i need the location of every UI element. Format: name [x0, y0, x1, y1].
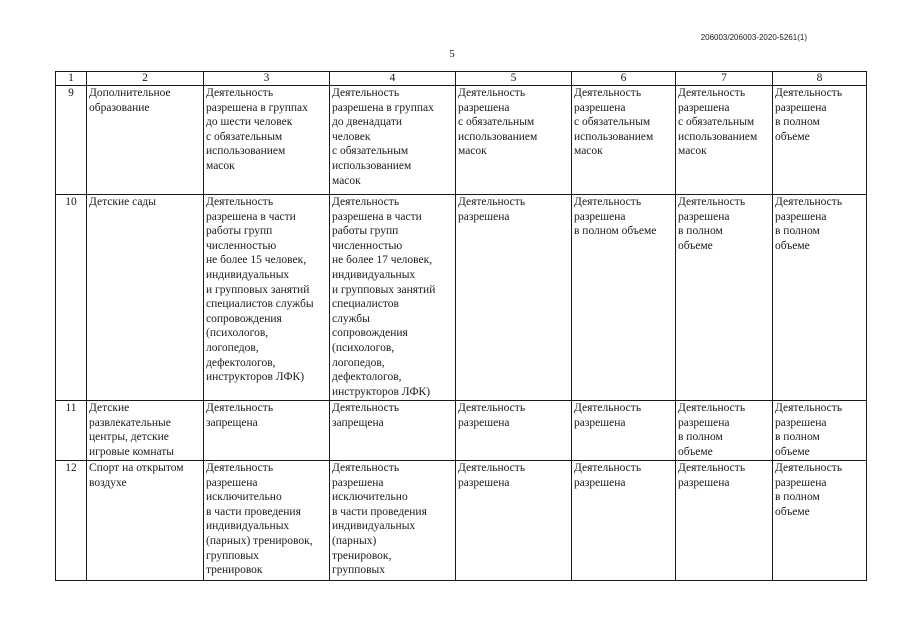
cell-text-line: Деятельность — [678, 402, 746, 414]
cell-text-line: использованием — [206, 145, 286, 158]
cell-text-line: Спорт на открытом — [89, 462, 184, 474]
cell-text-line: (психологов, — [332, 341, 395, 354]
cell-text-line: Деятельность — [206, 462, 274, 474]
cell-text-line: разрешена — [458, 101, 510, 114]
cell-text-line: разрешена — [458, 476, 510, 489]
cell-text-line: Деятельность — [574, 87, 642, 99]
cell-text-line: масок — [678, 145, 707, 158]
table-cell — [572, 86, 676, 195]
cell-text-line: масок — [458, 145, 487, 158]
document-id: 206003/206003-2020-5261(1) — [700, 33, 807, 42]
cell-text-line: в полном — [678, 431, 723, 444]
cell-text-line: Деятельность — [458, 462, 526, 474]
cell-text-line: объеме — [775, 505, 810, 518]
cell-text-line: дефектологов, — [206, 356, 276, 369]
cell-text-line: разрешена в части — [332, 210, 422, 223]
cell-text-line: инструкторов ЛФК) — [206, 371, 305, 384]
cell-text-line: запрещена — [332, 416, 384, 429]
cell-text-line: Деятельность — [574, 196, 642, 208]
cell-text-line: разрешена в группах — [332, 101, 434, 114]
cell-text-line: не более 15 человек, — [206, 254, 307, 267]
table-cell — [204, 401, 330, 461]
cell-text-line: объеме — [775, 130, 810, 143]
cell-text-line: исключительно — [206, 491, 282, 504]
column-header: 1 — [56, 72, 87, 86]
cell-text-line: Дополнительное — [89, 87, 171, 99]
column-header: 5 — [456, 72, 572, 86]
cell-text-line: с обязательным — [458, 116, 535, 129]
cell-text-line: разрешена — [332, 476, 384, 489]
table-cell — [204, 195, 330, 401]
column-header: 8 — [773, 72, 867, 86]
cell-text-line: масок — [574, 145, 603, 158]
cell-text-line: дефектологов, — [332, 371, 402, 384]
row-number: 10 — [56, 195, 87, 401]
table-cell — [87, 401, 204, 461]
cell-text-line: Деятельность — [332, 196, 400, 208]
cell-text-line: образование — [89, 101, 150, 114]
cell-text-line: центры, детские — [89, 431, 169, 444]
table-row — [56, 86, 867, 195]
cell-text-line: индивидуальных — [206, 268, 290, 281]
cell-text-line: объеме — [678, 239, 713, 252]
table-cell — [330, 86, 456, 195]
table-cell — [572, 461, 676, 581]
cell-text-line: Деятельность — [458, 196, 526, 208]
cell-text-line: масок — [332, 174, 361, 187]
cell-text-line: Деятельность — [775, 402, 843, 414]
cell-text-line: Детские — [89, 402, 130, 414]
cell-text-line: разрешена — [574, 210, 626, 223]
table-cell — [330, 461, 456, 581]
table-cell — [456, 401, 572, 461]
table-cell — [773, 461, 867, 581]
column-header: 4 — [330, 72, 456, 86]
table-cell — [87, 195, 204, 401]
cell-text-line: использованием — [458, 130, 538, 143]
cell-text-line: в части проведения — [332, 505, 427, 518]
cell-text-line: и групповых занятий — [332, 283, 436, 296]
cell-text-line: в полном — [775, 116, 820, 129]
cell-text-line: численностью — [206, 239, 277, 252]
cell-text-line: и групповых занятий — [206, 283, 310, 296]
cell-text-line: с обязательным — [678, 116, 755, 129]
cell-text-line: с обязательным — [574, 116, 651, 129]
cell-text-line: Деятельность — [206, 196, 274, 208]
table-row — [56, 195, 867, 401]
table-row — [56, 461, 867, 581]
table-cell — [204, 461, 330, 581]
cell-text-line: разрешена — [775, 476, 827, 489]
cell-text-line: человек — [332, 130, 371, 143]
cell-text-line: (парных) — [332, 534, 377, 547]
cell-text-line: разрешена в части — [206, 210, 296, 223]
cell-text-line: в полном объеме — [574, 225, 657, 238]
cell-text-line: с обязательным — [332, 145, 409, 158]
cell-text-line: Деятельность — [574, 402, 642, 414]
cell-text-line: службы — [332, 312, 370, 325]
cell-text-line: тренировок — [206, 564, 263, 577]
cell-text-line: Деятельность — [458, 87, 526, 99]
cell-text-line: Деятельность — [678, 462, 746, 474]
table-cell — [87, 86, 204, 195]
cell-text-line: разрешена — [678, 210, 730, 223]
column-header: 6 — [572, 72, 676, 86]
cell-text-line: специалистов службы — [206, 298, 314, 311]
cell-text-line: групповых — [206, 549, 260, 562]
cell-text-line: Деятельность — [206, 402, 274, 414]
cell-text-line: воздухе — [89, 476, 127, 489]
cell-text-line: Деятельность — [775, 87, 843, 99]
cell-text-line: Деятельность — [332, 462, 400, 474]
cell-text-line: Деятельность — [332, 87, 400, 99]
cell-text-line: с обязательным — [206, 130, 283, 143]
cell-text-line: (парных) тренировок, — [206, 534, 313, 547]
table-cell — [572, 195, 676, 401]
cell-text-line: исключительно — [332, 491, 408, 504]
page-number: 5 — [449, 48, 455, 60]
cell-text-line: разрешена — [775, 416, 827, 429]
table-cell — [773, 401, 867, 461]
cell-text-line: использованием — [332, 159, 412, 172]
cell-text-line: до шести человек — [206, 116, 293, 129]
cell-text-line: в полном — [775, 431, 820, 444]
cell-text-line: в части проведения — [206, 505, 301, 518]
cell-text-line: Деятельность — [775, 196, 843, 208]
table-cell — [676, 195, 773, 401]
cell-text-line: логопедов, — [206, 341, 259, 354]
column-header: 3 — [204, 72, 330, 86]
table-cell — [330, 401, 456, 461]
table-cell — [676, 401, 773, 461]
table-cell — [456, 195, 572, 401]
cell-text-line: в полном — [678, 225, 723, 238]
cell-text-line: разрешена — [574, 416, 626, 429]
cell-text-line: инструкторов ЛФК) — [332, 385, 431, 398]
cell-text-line: масок — [206, 159, 235, 172]
cell-text-line: Деятельность — [574, 462, 642, 474]
table-cell — [456, 461, 572, 581]
table-cell — [204, 86, 330, 195]
cell-text-line: объеме — [678, 445, 713, 458]
table-row — [56, 401, 867, 461]
table-cell — [572, 401, 676, 461]
cell-text-line: численностью — [332, 239, 403, 252]
cell-text-line: разрешена — [775, 101, 827, 114]
cell-text-line: не более 17 человек, — [332, 254, 433, 267]
cell-text-line: индивидуальных — [332, 268, 416, 281]
cell-text-line: разрешена — [678, 476, 730, 489]
column-header: 7 — [676, 72, 773, 86]
cell-text-line: Деятельность — [458, 402, 526, 414]
cell-text-line: использованием — [678, 130, 758, 143]
table-cell — [773, 195, 867, 401]
cell-text-line: разрешена в группах — [206, 101, 308, 114]
cell-text-line: игровые комнаты — [89, 445, 175, 458]
cell-text-line: индивидуальных — [206, 520, 290, 533]
cell-text-line: развлекательные — [89, 416, 171, 429]
cell-text-line: работы групп — [206, 225, 273, 238]
cell-text-line: в полном — [775, 491, 820, 504]
cell-text-line: Деятельность — [332, 402, 400, 414]
row-number: 9 — [56, 86, 87, 195]
cell-text-line: Деятельность — [678, 87, 746, 99]
cell-text-line: сопровождения — [206, 312, 282, 325]
cell-text-line: запрещена — [206, 416, 258, 429]
cell-text-line: разрешена — [678, 416, 730, 429]
row-number: 11 — [56, 401, 87, 461]
column-header: 2 — [87, 72, 204, 86]
cell-text-line: разрешена — [458, 416, 510, 429]
table-cell — [676, 86, 773, 195]
cell-text-line: Детские сады — [89, 196, 157, 208]
cell-text-line: Деятельность — [775, 462, 843, 474]
cell-text-line: разрешена — [678, 101, 730, 114]
cell-text-line: работы групп — [332, 225, 399, 238]
cell-text-line: объеме — [775, 445, 810, 458]
table-header-row — [56, 72, 867, 86]
cell-text-line: разрешена — [775, 210, 827, 223]
cell-text-line: до двенадцати — [332, 116, 403, 129]
row-number: 12 — [56, 461, 87, 581]
cell-text-line: индивидуальных — [332, 520, 416, 533]
cell-text-line: разрешена — [206, 476, 258, 489]
cell-text-line: специалистов — [332, 298, 399, 311]
cell-text-line: групповых — [332, 564, 386, 577]
table-cell — [773, 86, 867, 195]
table-cell — [87, 461, 204, 581]
cell-text-line: в полном — [775, 225, 820, 238]
cell-text-line: Деятельность — [206, 87, 274, 99]
table-cell — [330, 195, 456, 401]
cell-text-line: разрешена — [574, 476, 626, 489]
cell-text-line: сопровождения — [332, 327, 408, 340]
cell-text-line: (психологов, — [206, 327, 269, 340]
cell-text-line: Деятельность — [678, 196, 746, 208]
cell-text-line: использованием — [574, 130, 654, 143]
restrictions-table — [55, 71, 867, 581]
cell-text-line: логопедов, — [332, 356, 385, 369]
cell-text-line: разрешена — [458, 210, 510, 223]
cell-text-line: разрешена — [574, 101, 626, 114]
table-cell — [456, 86, 572, 195]
table-cell — [676, 461, 773, 581]
cell-text-line: объеме — [775, 239, 810, 252]
cell-text-line: тренировок, — [332, 549, 392, 562]
